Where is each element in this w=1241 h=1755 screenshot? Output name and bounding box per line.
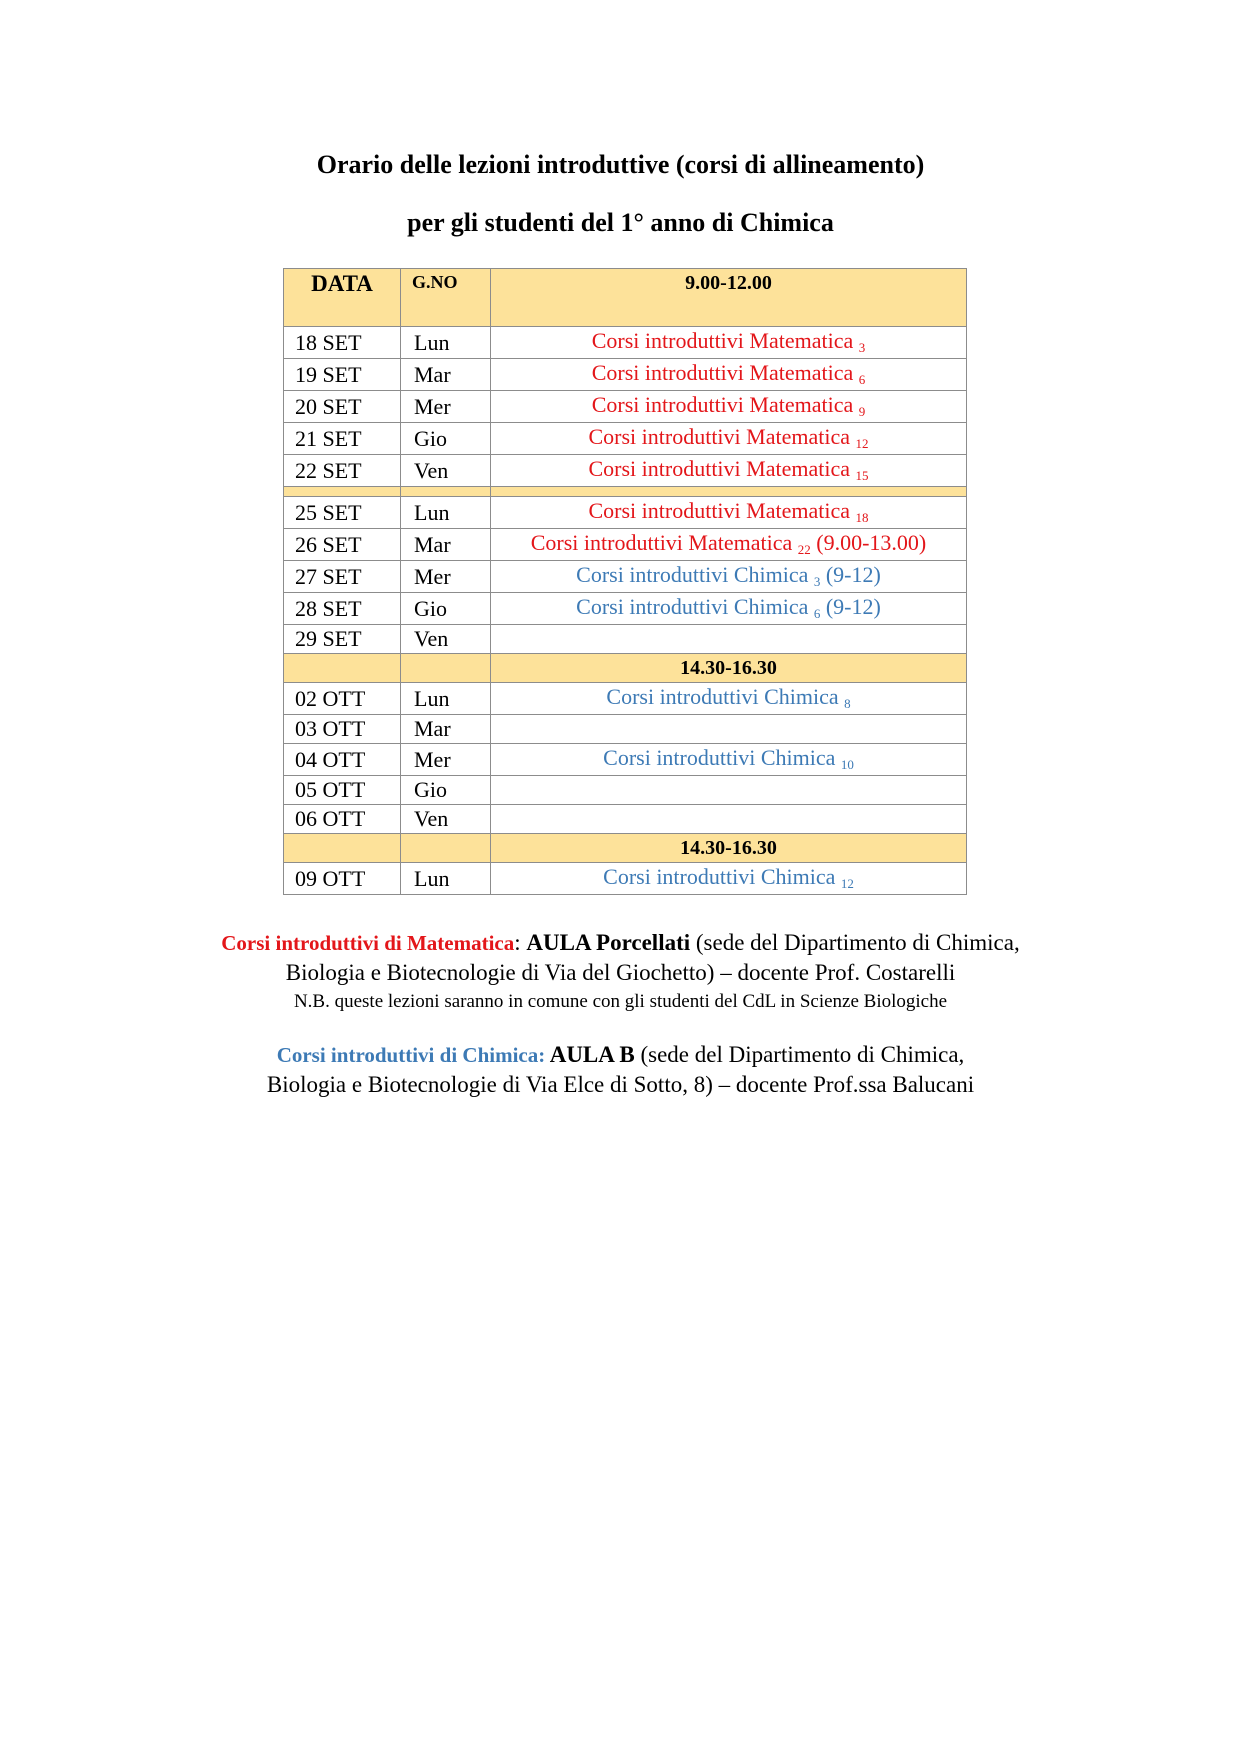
course-cell <box>491 683 967 715</box>
course-cell <box>491 863 967 895</box>
course-cell <box>491 805 967 834</box>
chem-course-note <box>0 1040 1241 1100</box>
date-cell: 20 SET <box>284 391 401 423</box>
separator-row <box>284 487 967 497</box>
lesson-hours-count: 22 <box>797 542 811 557</box>
date-cell: 03 OTT <box>284 715 401 744</box>
course-name: Corsi introduttivi Matematica <box>588 456 850 481</box>
math-course-label: Corsi introduttivi di Matematica <box>221 931 515 955</box>
table-row <box>284 593 967 625</box>
course-cell <box>491 561 967 593</box>
math-colon: : <box>514 930 527 955</box>
lesson-hours-count: 6 <box>858 372 866 387</box>
course-cell <box>491 776 967 805</box>
lesson-hours-count: 10 <box>840 757 854 772</box>
title-line-2: per gli studenti del 1° anno di Chimica <box>407 208 834 237</box>
course-cell <box>491 391 967 423</box>
header-day: G.NO <box>401 269 491 327</box>
lesson-hours-count: 3 <box>813 574 821 589</box>
course-time-range: (9-12) <box>820 594 881 619</box>
header-time-slot: 9.00-12.00 <box>491 269 967 327</box>
course-name: Corsi introduttivi Matematica <box>530 530 793 555</box>
nb-note: N.B. queste lezioni saranno in comune con gli studenti del CdL in Scienze Biologiche <box>293 991 948 1012</box>
table-row <box>284 423 967 455</box>
day-cell: Lun <box>401 863 491 895</box>
course-time-range: (9-12) <box>820 562 881 587</box>
table-row <box>284 391 967 423</box>
time-slot-label: 14.30-16.30 <box>491 654 967 683</box>
date-cell: 04 OTT <box>284 744 401 776</box>
date-cell: 26 SET <box>284 529 401 561</box>
day-cell: Gio <box>401 776 491 805</box>
table-row <box>284 863 967 895</box>
title-line-1: Orario delle lezioni introduttive (corsi di allineamento) <box>316 150 925 179</box>
course-name: Corsi introduttivi Matematica <box>591 328 854 353</box>
course-time-range: (9.00-13.00) <box>810 530 927 555</box>
day-cell: Mar <box>401 715 491 744</box>
date-cell: 28 SET <box>284 593 401 625</box>
table-row <box>284 776 967 805</box>
course-cell <box>491 593 967 625</box>
table-row <box>284 327 967 359</box>
math-room: AULA Porcellati <box>526 930 691 955</box>
day-cell: Mar <box>401 529 491 561</box>
table-row <box>284 805 967 834</box>
lesson-hours-count: 12 <box>840 876 854 891</box>
date-cell: 05 OTT <box>284 776 401 805</box>
course-cell <box>491 423 967 455</box>
chem-note-text1: (sede del Dipartimento di Chimica, <box>634 1042 965 1067</box>
math-course-note <box>0 928 1241 988</box>
table-header <box>284 269 967 327</box>
lesson-hours-count: 18 <box>855 510 869 525</box>
course-cell <box>491 455 967 487</box>
band-empty-cell <box>401 834 491 863</box>
lesson-hours-count: 6 <box>813 606 821 621</box>
course-name: Corsi introduttivi Chimica <box>606 684 839 709</box>
header-date: DATA <box>284 269 401 327</box>
course-cell <box>491 625 967 654</box>
band-empty-cell <box>284 654 401 683</box>
table-row <box>284 683 967 715</box>
date-cell: 02 OTT <box>284 683 401 715</box>
table-row <box>284 529 967 561</box>
lesson-hours-count: 8 <box>844 696 851 711</box>
day-cell: Mer <box>401 744 491 776</box>
day-cell: Lun <box>401 683 491 715</box>
course-cell <box>491 715 967 744</box>
date-cell: 25 SET <box>284 497 401 529</box>
day-cell: Lun <box>401 497 491 529</box>
date-cell: 09 OTT <box>284 863 401 895</box>
time-slot-row <box>284 654 967 683</box>
table-row <box>284 561 967 593</box>
table-row <box>284 497 967 529</box>
separator-cell <box>491 487 967 497</box>
table-row <box>284 625 967 654</box>
table-row <box>284 359 967 391</box>
course-name: Corsi introduttivi Chimica <box>576 562 809 587</box>
day-cell: Lun <box>401 327 491 359</box>
day-cell: Ven <box>401 455 491 487</box>
chem-note-text2: Biologia e Biotecnologie di Via Elce di Sotto, 8) – docente Prof.ssa Balucani <box>266 1072 975 1097</box>
band-empty-cell <box>284 834 401 863</box>
course-name: Corsi introduttivi Matematica <box>588 498 850 523</box>
separator-cell <box>284 487 401 497</box>
table-row <box>284 744 967 776</box>
day-cell: Gio <box>401 423 491 455</box>
math-note-text2: Biologia e Biotecnologie di Via del Giochetto) – docente Prof. Costarelli <box>285 960 956 985</box>
course-cell <box>491 529 967 561</box>
date-cell: 19 SET <box>284 359 401 391</box>
band-empty-cell <box>401 654 491 683</box>
course-name: Corsi introduttivi Matematica <box>591 392 854 417</box>
lesson-hours-count: 3 <box>858 340 866 355</box>
course-name: Corsi introduttivi Matematica <box>591 360 854 385</box>
lesson-hours-count: 9 <box>858 404 866 419</box>
math-note-text1: (sede del Dipartimento di Chimica, <box>690 930 1020 955</box>
date-cell: 21 SET <box>284 423 401 455</box>
table-row <box>284 715 967 744</box>
course-name: Corsi introduttivi Chimica <box>576 594 809 619</box>
day-cell: Gio <box>401 593 491 625</box>
day-cell: Mar <box>401 359 491 391</box>
course-cell <box>491 744 967 776</box>
date-cell: 27 SET <box>284 561 401 593</box>
time-slot-label: 14.30-16.30 <box>491 834 967 863</box>
course-cell <box>491 359 967 391</box>
course-name: Corsi introduttivi Chimica <box>603 864 836 889</box>
date-cell: 29 SET <box>284 625 401 654</box>
day-cell: Mer <box>401 391 491 423</box>
lesson-hours-count: 12 <box>855 436 869 451</box>
date-cell: 18 SET <box>284 327 401 359</box>
chem-room: AULA B <box>545 1042 635 1067</box>
course-cell <box>491 497 967 529</box>
chem-course-label: Corsi introduttivi di Chimica: <box>276 1043 546 1067</box>
course-name: Corsi introduttivi Chimica <box>603 745 836 770</box>
course-cell <box>491 327 967 359</box>
lesson-hours-count: 15 <box>855 468 869 483</box>
day-cell: Ven <box>401 805 491 834</box>
schedule-table <box>283 268 967 895</box>
date-cell: 22 SET <box>284 455 401 487</box>
separator-cell <box>401 487 491 497</box>
day-cell: Ven <box>401 625 491 654</box>
day-cell: Mer <box>401 561 491 593</box>
date-cell: 06 OTT <box>284 805 401 834</box>
course-name: Corsi introduttivi Matematica <box>588 424 850 449</box>
table-row <box>284 455 967 487</box>
time-slot-row <box>284 834 967 863</box>
